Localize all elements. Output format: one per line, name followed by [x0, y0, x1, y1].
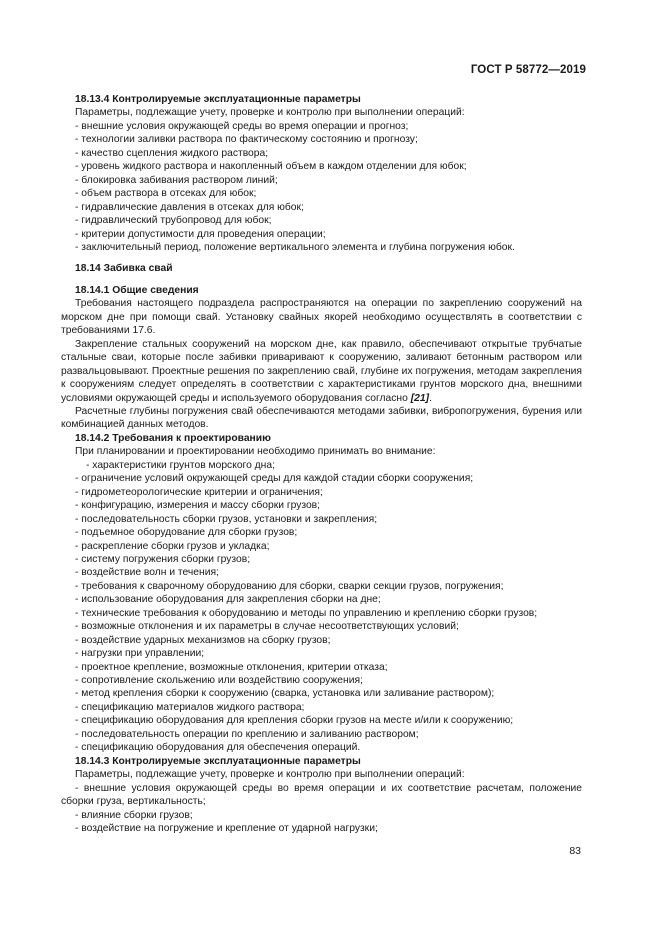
list-item: - конфигурацию, измерения и массу сборки грузов;: [75, 500, 321, 512]
list-item: - последовательность операции по креплению и заливанию раствором;: [75, 728, 419, 740]
section-heading-18-14-1: 18.14.1 Общие сведения: [75, 284, 199, 296]
list-item: - последовательность сборки грузов, установки и закрепления;: [75, 513, 378, 525]
list-item: - воздействие на погружение и крепление от ударной нагрузки;: [75, 823, 378, 835]
list-item: - требования к сварочному оборудованию для сборки, сварки секции грузов, погружения;: [75, 580, 504, 592]
paragraph-end: .: [429, 392, 432, 404]
section-heading-18-14-3: 18.14.3 Контролируемые эксплуатационные параметры: [75, 755, 361, 767]
list-item: - внешние условия окружающей среды во время операции и их соответствие расчетам, положение сборки груза, вертикальность;: [61, 782, 582, 808]
list-item: - проектное крепление, возможные отклонения, критерии отказа;: [75, 661, 388, 673]
list-item: - ограничение условий окружающей среды для каждой стадии сборки сооружения;: [75, 473, 474, 485]
section-heading-18-14-2: 18.14.2 Требования к проектированию: [75, 432, 271, 444]
list-item: - гидрометеорологические критерии и ограничения;: [75, 486, 323, 498]
paragraph: [61, 338, 582, 405]
list-item: - критерии допустимости для проведения операции;: [75, 228, 326, 240]
list-item: - гидравлические давления в отсеках для юбок;: [75, 201, 304, 213]
list-item: - спецификацию материалов жидкого раствора;: [75, 701, 305, 713]
design-requirements-list: [61, 459, 582, 755]
list-item: - спецификацию оборудования для обеспечения операций.: [75, 742, 361, 754]
list-item: - спецификацию оборудования для крепления сборки грузов на месте и/или к сооружению;: [75, 715, 514, 727]
list-item: - внешние условия окружающей среды во время операции и прогноз;: [75, 120, 409, 132]
section-heading-18-13-4: 18.13.4 Контролируемые эксплуатационные параметры: [75, 94, 361, 105]
reference-citation: [21]: [410, 392, 430, 404]
list-item: - технические требования к оборудованию и методы по управлению и креплению сборки грузов;: [75, 607, 538, 619]
list-item: - воздействие ударных механизмов на сборку грузов;: [75, 634, 331, 646]
section-intro: Параметры, подлежащие учету, проверке и контролю при выполнении операций:: [75, 769, 465, 781]
paragraph-text: Закрепление стальных сооружений на морском дне, как правило, обеспечивают открытые трубчатые стальные сваи, которые после забивки приваривают к сооружению, заливают бетонным раствором или развальцовывают. Проектные решения по закреплению свай, глубине их погружения, методам закрепления к сооружениям следует определять в соответствии с характеристиками грунтов морского дна, внешними условиями окружающей среды и используемого оборудования согласно: [61, 338, 582, 404]
list-item: - качество сцепления жидкого раствора;: [75, 147, 269, 159]
list-item: - раскрепление сборки грузов и укладка;: [75, 540, 270, 552]
list-item: - блокировка забивания раствором линий;: [75, 174, 278, 186]
list-item: - характеристики грунтов морского дна;: [86, 459, 275, 471]
list-item: - сопротивление скольжению или воздействию сооружения;: [75, 675, 363, 687]
paragraph: Требования настоящего подраздела распространяются на операции по закреплению сооружений на морском дне при помощи свай. Установку свайных якорей необходимо осуществлять в соответствии с требованиями 17.6.: [61, 298, 582, 337]
list-item: - подъемное оборудование для сборки грузов;: [75, 527, 298, 539]
section-intro: Параметры, подлежащие учету, проверке и контролю при выполнении операций:: [75, 107, 465, 119]
list-item: - уровень жидкого раствора и накопленный объем в каждом отделении для юбок;: [75, 161, 467, 173]
list-item: - возможные отклонения и их параметры в случае несоответствующих условий;: [75, 621, 459, 633]
list-item: - нагрузки при управлении;: [75, 648, 205, 660]
paragraph: Расчетные глубины погружения свай обеспечиваются методами забивки, вибропогружения, бурения или комбинацией данных методов.: [61, 405, 582, 431]
document-body: [61, 93, 582, 835]
section-heading-18-14: 18.14 Забивка свай: [75, 263, 173, 275]
list-item: - объем раствора в отсеках для юбок;: [75, 188, 257, 200]
parameter-list: [61, 120, 582, 255]
list-item: - систему погружения сборки грузов;: [75, 553, 251, 565]
parameter-list: [61, 782, 582, 836]
list-item: - заключительный период, положение вертикального элемента и глубина погружения юбок.: [75, 241, 515, 253]
section-intro: При планировании и проектировании необходимо принимать во внимание:: [75, 446, 436, 458]
list-item: - влияние сборки грузов;: [75, 809, 193, 821]
list-item: - использование оборудования для закрепления сборки на дне;: [75, 594, 381, 606]
list-item: - воздействие волн и течения;: [75, 567, 219, 579]
list-item: - метод крепления сборки к сооружению (сварка, установка или заливание раствором);: [75, 688, 495, 700]
list-item: - технологии заливки раствора по фактическому состоянию и прогнозу;: [75, 134, 418, 146]
page-number: 83: [569, 845, 581, 857]
list-item: - гидравлический трубопровод для юбок;: [75, 215, 272, 227]
document-code: ГОСТ Р 58772—2019: [470, 64, 586, 76]
